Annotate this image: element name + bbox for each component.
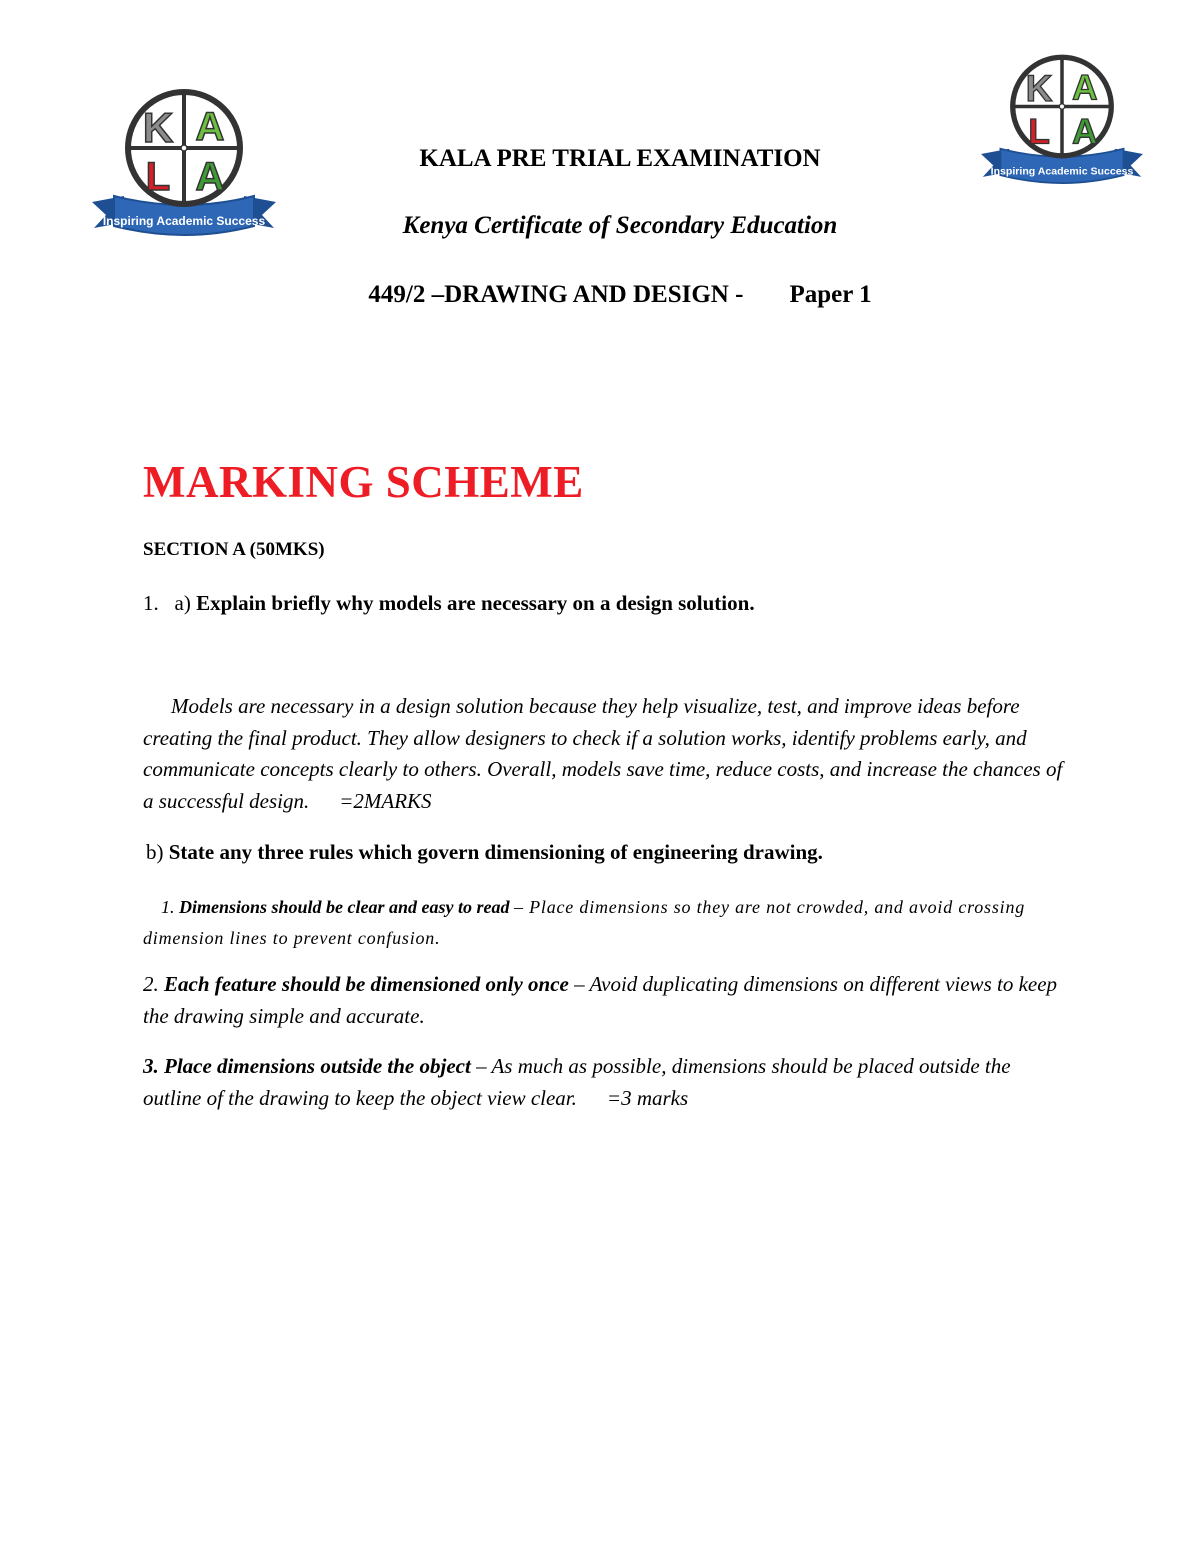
- logo-letter-k: K: [1025, 68, 1053, 110]
- rule-3-body: – As much as possible, dimensions should be placed outside the outline of the drawing to keep the object view clear.: [143, 1054, 1011, 1110]
- logo-tagline: Inspiring Academic Success: [990, 165, 1134, 178]
- answer-1a: [143, 691, 1063, 817]
- question-part-a: a): [174, 591, 191, 615]
- exam-title: KALA PRE TRIAL EXAMINATION: [419, 145, 821, 172]
- answer-1a-marks: =2MARKS: [339, 788, 432, 813]
- section-heading: SECTION A (50MKS): [143, 539, 325, 560]
- question-number: 1.: [143, 591, 159, 615]
- rule-2-heading: Each feature should be dimensioned only once: [164, 972, 569, 996]
- paper-number: Paper 1: [789, 281, 872, 308]
- question-1b: [146, 840, 823, 865]
- logo-letter-a-top: A: [1072, 68, 1098, 108]
- logo-letter-l: L: [145, 155, 171, 199]
- question-part-b: b): [146, 840, 164, 864]
- marking-scheme-title: MARKING SCHEME: [143, 457, 584, 507]
- rule-3-number: 3.: [143, 1054, 159, 1078]
- rule-3: [143, 1050, 1063, 1114]
- rule-1-heading: Dimensions should be clear and easy to read: [179, 897, 510, 917]
- logo-letter-a-bottom: A: [1072, 112, 1098, 152]
- rule-2-body: – Avoid duplicating dimensions on different views to keep the drawing simple and accurate.: [143, 972, 1058, 1028]
- logo-letter-a-bottom: A: [195, 155, 225, 199]
- rule-3-heading: Place dimensions outside the object: [164, 1054, 471, 1078]
- rule-2: [143, 969, 1063, 1032]
- paper-code: 449/2 –DRAWING AND DESIGN -: [368, 281, 744, 308]
- logo-letter-k: K: [142, 104, 174, 151]
- rule-1: [143, 892, 1063, 954]
- question-1b-text: State any three rules which govern dimensioning of engineering drawing.: [168, 840, 823, 864]
- rule-1-number: 1.: [161, 897, 175, 917]
- rule-1-body: – Place dimensions so they are not crowded, and avoid crossing dimension lines to prevent confusion.: [143, 897, 1026, 948]
- logo-letter-l: L: [1028, 112, 1050, 152]
- question-1a-text: Explain briefly why models are necessary on a design solution.: [196, 591, 755, 615]
- kala-logo-right: [974, 50, 1150, 200]
- logo-tagline: Inspiring Academic Success: [102, 214, 266, 228]
- paper-line: [0, 281, 1200, 309]
- question-1a: [143, 591, 755, 616]
- logo-letter-a-top: A: [195, 105, 225, 149]
- answer-1a-text: Models are necessary in a design solution because they help visualize, test, and improve ideas before creating the final product. They allow designers to check if a solution works, identify problems early, and communicate concepts clearly to others. Overall, models save time, reduce costs, and increase the chances of a successful design.: [143, 694, 1063, 813]
- answer-1b-marks: =3 marks: [606, 1086, 689, 1110]
- exam-subtitle: Kenya Certificate of Secondary Education: [402, 212, 838, 239]
- rule-2-number: 2.: [143, 972, 159, 996]
